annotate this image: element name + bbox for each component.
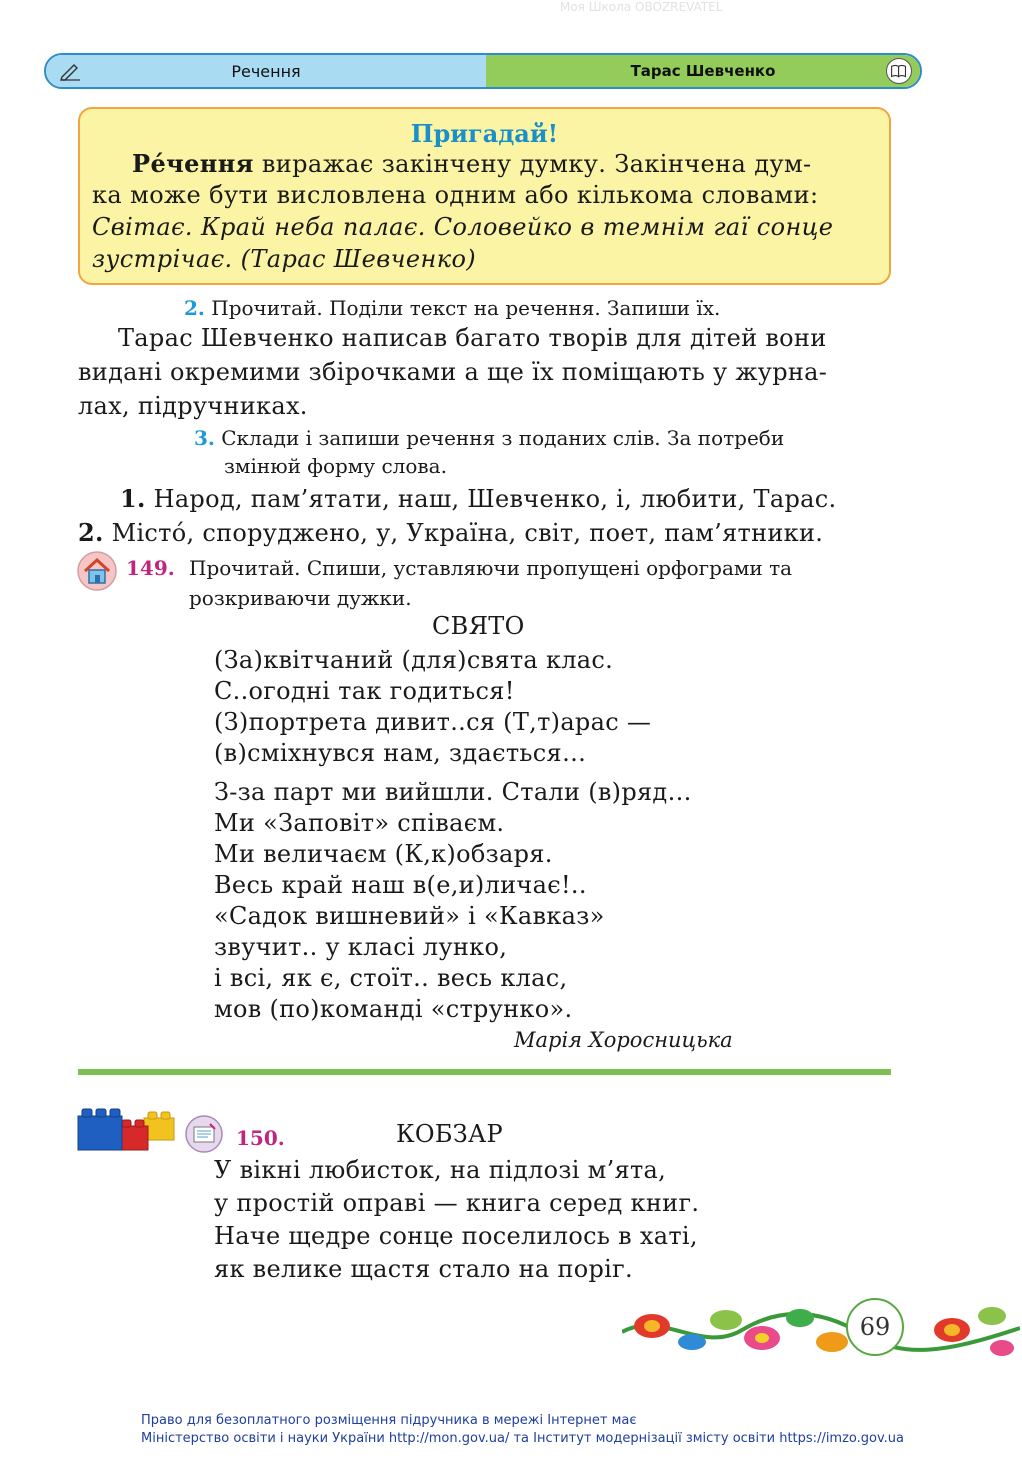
remember-box xyxy=(78,107,891,285)
home-icon xyxy=(76,550,118,592)
exercise-3-item-2: 2. Місто́, споруджено, у, Україна, світ, поет, пам’ятники. xyxy=(78,518,824,547)
poem-line: «Садок вишневий» і «Кавказ» xyxy=(214,902,605,930)
remember-line-2: ка може бути висловлена одним або кількома словами: xyxy=(92,181,819,209)
exercise-2-text-line-1: Тарас Шевченко написав багато творів для дітей вони xyxy=(118,324,827,352)
remember-example-line-2: зустрічає. (Тарас Шевченко) xyxy=(92,245,477,273)
exercise-2-text-line-2: видані окремими збірочками а ще їх поміщають у журна- xyxy=(78,358,828,386)
poem-line: Ми «Заповіт» співаєм. xyxy=(214,809,505,837)
exercise-2-task xyxy=(184,296,720,320)
poem-line: (За)квітчаний (для)свята клас. xyxy=(214,646,614,674)
poem-author: Марія Хоросницька xyxy=(514,1028,733,1052)
notebook-icon xyxy=(184,1114,224,1154)
remember-example-line-1: Світає. Край неба палає. Соловейко в темнім гаї сонце xyxy=(92,213,834,241)
exercise-3-number: 3. xyxy=(194,426,215,450)
folk-ornament xyxy=(622,1290,1020,1374)
book-icon xyxy=(886,58,912,84)
remember-title: Пригадай! xyxy=(410,119,559,148)
header-topic-title: Речення xyxy=(231,61,301,81)
poem-line: (в)сміхнувся нам, здається… xyxy=(214,739,587,767)
section-divider xyxy=(78,1069,891,1075)
pen-icon xyxy=(60,61,82,81)
footer-line-1: Право для безоплатного розміщення підручника в мережі Інтернет має xyxy=(141,1413,637,1428)
exercise-3-instruction-cont: змінюй форму слова. xyxy=(224,454,447,478)
poem-line: З-за парт ми вийшли. Стали (в)ряд… xyxy=(214,778,692,806)
remember-term: Ре́чення xyxy=(132,149,254,178)
header-section-topic xyxy=(46,55,486,87)
remember-line-1 xyxy=(92,149,882,178)
page-number: 69 xyxy=(846,1298,904,1356)
poem-line: у простій оправі — книга серед книг. xyxy=(214,1189,700,1217)
poem-line: Наче щедре сонце поселилось в хаті, xyxy=(214,1222,698,1250)
exercise-3-instruction: Склади і запиши речення з поданих слів. За потреби xyxy=(214,426,785,450)
header-unit-title: Тарас Шевченко xyxy=(630,62,776,80)
poem-line: (З)портрета дивит..ся (Т,т)арас — xyxy=(214,708,652,736)
poem-line: як велике щастя стало на поріг. xyxy=(214,1255,633,1283)
watermark: Моя Школа OBOZREVATEL xyxy=(560,0,723,14)
exercise-149-instruction-cont: розкриваючи дужки. xyxy=(189,586,412,610)
remember-definition-start: виражає закінчену думку. Закінчена дум- xyxy=(253,150,812,178)
poem-line: Ми величаєм (К,к)обзаря. xyxy=(214,840,553,868)
poem-line: С..огодні так годиться! xyxy=(214,677,515,705)
exercise-3-task xyxy=(194,426,784,450)
poem-line: звучит.. у класі лунко, xyxy=(214,933,508,961)
footer-line-2: Міністерство освіти і науки України http://mon.gov.ua/ та Інститут модернізації змісту освіти https://imzo.gov.ua xyxy=(141,1431,905,1446)
exercise-149-instruction: Прочитай. Спиши, уставляючи пропущені орфограми та xyxy=(189,556,793,580)
lego-bricks-icon xyxy=(76,1104,178,1154)
exercise-150-number: 150. xyxy=(236,1126,285,1150)
header-section-unit xyxy=(486,55,920,87)
exercise-2-instruction: Прочитай. Поділи текст на речення. Запиши їх. xyxy=(204,296,721,320)
poem-title-svyato: СВЯТО xyxy=(432,612,525,640)
exercise-2-text-line-3: лах, підручниках. xyxy=(78,392,308,420)
poem-title-kobzar: КОБЗАР xyxy=(396,1120,503,1148)
exercise-2-number: 2. xyxy=(184,296,205,320)
exercise-3-item-1: 1. Народ, пам’ятати, наш, Шевченко, і, любити, Тарас. xyxy=(120,484,837,513)
poem-line: У вікні любисток, на підлозі м’ята, xyxy=(214,1156,667,1184)
page-header xyxy=(44,53,922,89)
poem-line: Весь край наш в(е,и)личає!.. xyxy=(214,871,587,899)
exercise-149-number: 149. xyxy=(126,556,175,580)
poem-line: мов (по)команді «струнко». xyxy=(214,995,573,1023)
poem-line: і всі, як є, стоїт.. весь клас, xyxy=(214,964,568,992)
